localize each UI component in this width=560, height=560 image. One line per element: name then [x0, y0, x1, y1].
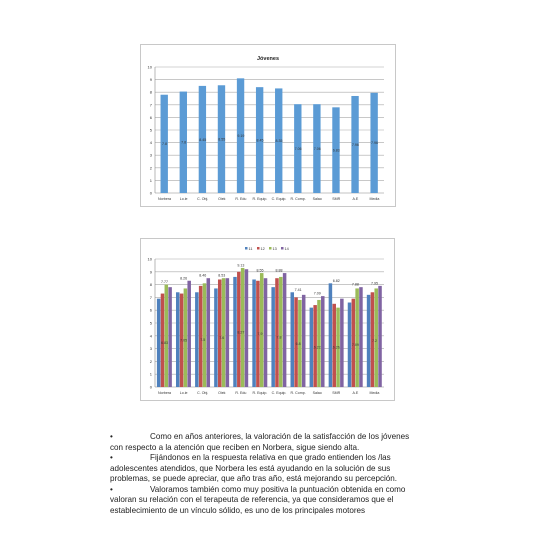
data-label: 6.22: [313, 345, 321, 350]
chart-title: Jóvenes: [256, 56, 280, 62]
bar: [176, 292, 180, 387]
bar: [271, 287, 275, 387]
x-tick-label: R. Edu: [235, 391, 247, 395]
y-tick-label: 0: [149, 384, 152, 390]
x-tick-label: R. Equip.: [252, 197, 268, 201]
legend-label: 14: [284, 247, 289, 251]
youth-satisfaction-chart: [140, 44, 396, 207]
bar: [276, 277, 283, 387]
y-tick-label: 5: [149, 320, 152, 326]
data-label: 8.53: [218, 273, 226, 278]
y-tick-label: 3: [149, 152, 152, 158]
data-label: 8.45: [256, 138, 264, 143]
x-tick-label: Oiek: [218, 391, 226, 395]
y-tick-label: 3: [149, 346, 152, 352]
data-label: 9.13: [237, 263, 245, 268]
legend-swatch: [269, 247, 272, 250]
paragraph-1: [110, 432, 410, 453]
bar: [290, 292, 294, 387]
x-tick-label: C. Equip.: [271, 197, 287, 201]
bar: [195, 292, 199, 387]
y-tick-label: 6: [149, 114, 152, 120]
data-label: 7.95: [370, 281, 378, 286]
bar: [199, 286, 206, 387]
bar: [371, 288, 378, 387]
y-tick-label: 10: [147, 256, 152, 262]
bar: [260, 273, 264, 387]
bar: [187, 281, 191, 387]
y-tick-label: 2: [149, 165, 152, 171]
bar: [367, 295, 371, 387]
bar: [222, 278, 226, 387]
data-label: 7.8: [162, 142, 168, 147]
x-tick-label: A.E: [352, 391, 359, 395]
bar: [214, 288, 218, 387]
bar: [165, 285, 169, 387]
bar: [355, 288, 359, 387]
data-label: 7.41: [294, 287, 302, 292]
paragraph-text: Valoramos también como muy positiva la puntuación obtenida en como valoran su relación con el terapeuta de referencia, ya que consideramos que el establecimiento de un vínculo sólido, es uno de los principales motores: [110, 484, 406, 515]
bar: [252, 279, 256, 387]
legend-label: 12: [260, 247, 265, 251]
data-label: 7.8: [181, 140, 187, 145]
y-tick-label: 1: [149, 177, 152, 183]
data-label: 7.8: [276, 335, 282, 340]
bar: [348, 303, 352, 387]
bar: [310, 308, 314, 387]
data-label: 8.46: [199, 273, 207, 278]
bar: [275, 278, 279, 387]
data-label: 8.27: [237, 330, 245, 335]
data-label: 7.06: [294, 146, 302, 151]
bar: [233, 277, 237, 387]
bar: [378, 286, 382, 387]
bar: [302, 295, 306, 387]
bar: [218, 279, 225, 387]
y-tick-label: 8: [149, 89, 152, 95]
paragraph-2: [110, 453, 410, 485]
data-label: 8.88: [275, 268, 283, 273]
x-tick-label: C. Obj.: [197, 391, 209, 395]
y-tick-label: 2: [149, 358, 152, 364]
y-tick-label: 5: [149, 127, 152, 133]
x-tick-label: R. Edu: [235, 197, 247, 201]
data-label: 8.35: [275, 139, 283, 144]
x-tick-label: Media: [369, 391, 380, 395]
paragraph-text: Como en años anteriores, la valoración de la satisfacción de los jóvenes con respecto a la atención que reciben en Norbera, sigue siendo alta.: [110, 432, 410, 452]
x-tick-label: R. Comp.: [290, 197, 306, 201]
youth-satisfaction-svg: [141, 45, 395, 206]
bullet-mark: •: [110, 432, 113, 441]
x-tick-label: Oiek: [218, 197, 226, 201]
data-label: 6.83: [332, 148, 340, 153]
x-tick-label: Lo.ie: [179, 197, 188, 201]
x-tick-label: Salao: [312, 391, 322, 395]
data-label: 8.45: [199, 137, 207, 142]
legend-swatch: [281, 247, 284, 250]
legend-label: 11: [248, 247, 253, 251]
x-tick-label: Salao: [312, 197, 322, 201]
data-label: 6.82: [332, 278, 340, 283]
bar: [321, 296, 325, 387]
paragraph-3: [110, 485, 410, 517]
data-label: 9.19: [237, 133, 245, 138]
data-label: 6.8: [295, 341, 301, 346]
x-tick-label: R. Comp.: [290, 391, 306, 395]
data-label: 7.09: [313, 291, 321, 296]
data-label: 7.2: [371, 339, 377, 344]
bar: [283, 273, 287, 387]
data-label: 7.96: [370, 141, 378, 146]
bar: [264, 278, 268, 387]
data-label: 7.09: [351, 343, 359, 348]
data-label: 7.05: [180, 338, 188, 343]
bullet-mark: •: [110, 484, 113, 494]
x-tick-label: SMR: [332, 391, 341, 395]
bar: [329, 283, 333, 387]
y-tick-label: 4: [149, 333, 152, 339]
data-label: 8.26: [180, 276, 188, 281]
bar: [359, 287, 363, 387]
y-tick-label: 9: [149, 77, 152, 83]
y-tick-label: 0: [149, 190, 152, 196]
data-label: 7.9: [257, 332, 263, 337]
yearly-comparison-svg: [141, 239, 394, 400]
x-tick-label: Lo.ie: [179, 391, 188, 395]
x-tick-label: Norbera: [158, 197, 172, 201]
bar: [157, 299, 161, 387]
paragraph-text: Fijándonos en la respuesta relativa en que grado entienden los /las adolescentes atendidos, que Norbera les está ayudando en la solución de sus problemas, se puede apreciar, que año tras año, está mejorando su percepción.: [110, 453, 398, 483]
legend-label: 13: [272, 247, 277, 251]
x-tick-label: R. Equip.: [252, 391, 268, 395]
bar: [226, 278, 230, 387]
data-label: 7.5: [200, 337, 206, 342]
data-label: 7.06: [313, 146, 321, 151]
x-tick-label: Media: [369, 197, 380, 201]
y-tick-label: 6: [149, 307, 152, 313]
bar: [168, 287, 172, 387]
bar: [203, 283, 207, 387]
data-label: 6.26: [332, 345, 340, 350]
bar: [340, 299, 344, 387]
bar: [245, 269, 249, 387]
data-label: 7.77: [161, 280, 169, 285]
legend-swatch: [257, 247, 260, 250]
bullet-mark: •: [110, 453, 113, 462]
bar: [207, 278, 211, 387]
data-label: 7.96: [351, 142, 359, 147]
data-label: 8.55: [256, 268, 264, 273]
yearly-comparison-chart: [140, 238, 395, 401]
y-tick-label: 7: [149, 102, 152, 108]
legend-swatch: [245, 247, 248, 250]
data-label: 7.6: [219, 336, 225, 341]
y-tick-label: 4: [149, 140, 152, 146]
x-tick-label: C. Obj.: [197, 197, 209, 201]
y-tick-label: 10: [147, 64, 152, 70]
x-tick-label: C. Equip.: [271, 391, 287, 395]
x-tick-label: Norbera: [158, 391, 172, 395]
bar: [317, 300, 321, 387]
bar: [241, 268, 245, 387]
y-tick-label: 1: [149, 371, 152, 377]
x-tick-label: SMR: [332, 197, 341, 201]
report-text: [110, 432, 410, 516]
y-tick-label: 9: [149, 269, 152, 275]
y-tick-label: 7: [149, 294, 152, 300]
x-tick-label: A.E: [352, 197, 359, 201]
data-label: 8.55: [218, 137, 226, 142]
y-tick-label: 8: [149, 282, 152, 288]
data-label: 7.88: [351, 282, 359, 287]
data-label: 6.83: [161, 341, 169, 346]
